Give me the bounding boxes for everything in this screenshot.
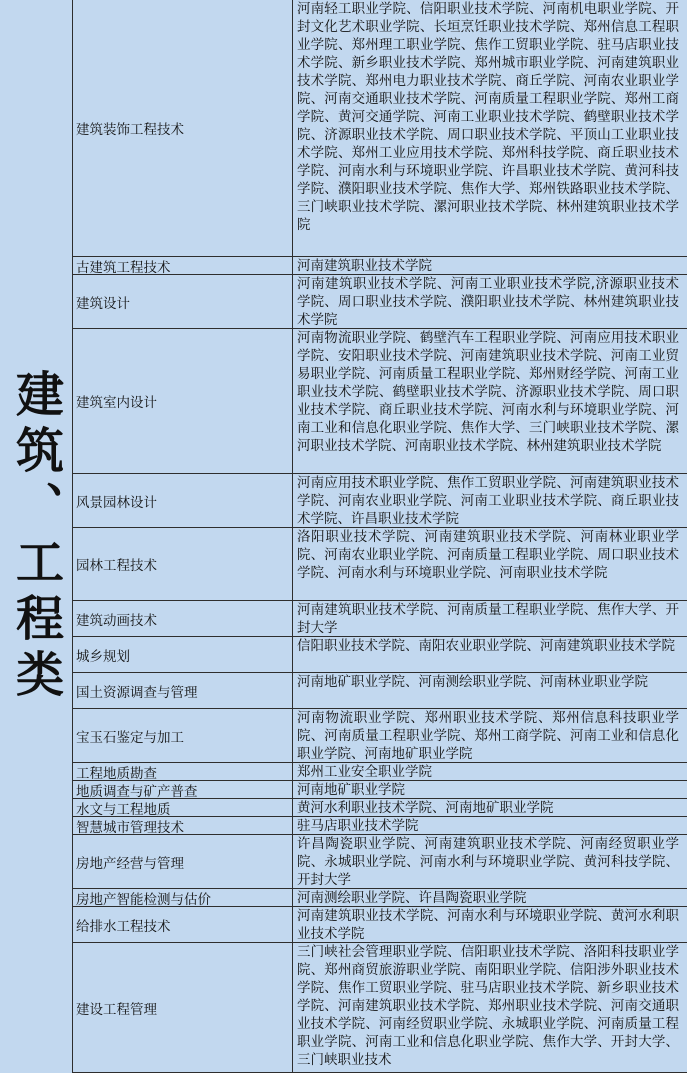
table-row (72, 275, 687, 329)
table-row (72, 474, 687, 528)
major-name: 给排水工程技术 (72, 907, 293, 942)
school-list: 驻马店职业技术学院 (297, 818, 419, 834)
category-cell (0, 0, 72, 1073)
school-list: 黄河水利职业技术学院、河南地矿职业学院 (297, 800, 554, 816)
divider (72, 0, 73, 1073)
major-name: 地质调查与矿产普查 (72, 781, 293, 798)
table-row (72, 781, 687, 799)
table-row (72, 329, 687, 474)
table-row (72, 835, 687, 889)
major-name: 房地产经营与管理 (72, 835, 293, 888)
school-list: 信阳职业技术学院、南阳农业职业学院、河南建筑职业技术学院 (297, 638, 675, 654)
major-name: 古建筑工程技术 (72, 257, 293, 274)
major-name: 建筑装饰工程技术 (72, 0, 293, 256)
major-name: 建筑设计 (72, 275, 293, 328)
major-name: 风景园林设计 (72, 474, 293, 527)
school-list: 河南轻工职业学院、信阳职业技术学院、河南机电职业学院、开封文化艺术职业学院、长垣烹饪职业技术学院、郑州信息工程职业学院、郑州理工职业学院、焦作工贸职业学院、驻马店职业技术学院、新乡职业技术学院、郑州城市职业学院、河南建筑职业技术学院、郑州电力职业技术学院、商丘学院、河南农业职业学院、河南交通职业技术学院、河南质量工程职业学院、郑州工商学院、黄河交通学院、河南工业职业技术学院、鹤壁职业技术学院、济源职业技术学院、周口职业技术学院、平顶山工业职业技术学院、郑州工业应用技术学院、郑州科技学院、商丘职业技术学院、河南水利与环境职业学院、许昌职业技术学院、黄河科技学院、濮阳职业技术学院、焦作大学、郑州铁路职业技术学院、三门峡职业技术学院、漯河职业技术学院、林州建筑职业技术学院 (297, 1, 679, 233)
table-row (72, 673, 687, 709)
table-row (72, 799, 687, 817)
table-row (72, 817, 687, 835)
school-list: 河南建筑职业技术学院、河南工业职业技术学院,济源职业技术学院、周口职业技术学院、濮阳职业技术学院、林州建筑职业技术学院 (297, 276, 679, 328)
major-name: 宝玉石鉴定与加工 (72, 709, 293, 762)
table-row (72, 889, 687, 907)
school-list: 河南物流职业学院、鹤壁汽车工程职业学院、河南应用技术职业学院、安阳职业技术学院、河南建筑职业技术学院、河南工业贸易职业学院、河南质量工程职业学院、郑州财经学院、河南工业职业技术学院、鹤壁职业技术学院、济源职业技术学院、周口职业技术学院、商丘职业技术学院、河南水利与环境职业学院、河南工业和信息化职业学院、焦作大学、三门峡职业技术学院、漯河职业技术学院、河南职业技术学院、林州建筑职业技术学院 (297, 330, 679, 454)
school-list: 河南物流职业学院、郑州职业技术学院、郑州信息科技职业学院、河南质量工程职业学院、郑州工商学院、河南工业和信息化职业学院、河南地矿职业学院 (297, 710, 679, 762)
major-name: 城乡规划 (72, 637, 293, 672)
major-name: 建设工程管理 (72, 943, 293, 1072)
school-list: 河南测绘职业学院、许昌陶瓷职业学院 (297, 890, 527, 906)
school-list: 郑州工业安全职业学院 (297, 764, 432, 780)
table-row (72, 601, 687, 637)
major-name: 智慧城市管理技术 (72, 817, 293, 834)
major-name: 房地产智能检测与估价 (72, 889, 293, 906)
school-list: 河南建筑职业技术学院 (297, 258, 432, 274)
major-name: 园林工程技术 (72, 528, 293, 600)
table-row (72, 709, 687, 763)
school-list: 洛阳职业技术学院、河南建筑职业技术学院、河南林业职业学院、河南农业职业学院、河南质量工程职业学院、周口职业技术学院、河南水利与环境职业学院、河南职业技术学院 (297, 529, 679, 581)
major-name: 水文与工程地质 (72, 799, 293, 816)
major-name: 建筑动画技术 (72, 601, 293, 636)
table-row (72, 907, 687, 943)
table-row (72, 943, 687, 1073)
school-list: 河南应用技术职业学院、焦作工贸职业学院、河南建筑职业技术学院、河南农业职业学院、河南工业职业技术学院、商丘职业技术学院、许昌职业技术学院 (297, 475, 679, 527)
table-rows (72, 0, 687, 1073)
major-name: 建筑室内设计 (72, 329, 293, 473)
table-row (72, 528, 687, 601)
school-list: 河南地矿职业学院、河南测绘职业学院、河南林业职业学院 (297, 674, 648, 690)
school-list: 河南建筑职业技术学院、河南水利与环境职业学院、黄河水利职业技术学院 (297, 908, 679, 942)
school-list: 河南地矿职业学院 (297, 782, 405, 798)
table-row (72, 637, 687, 673)
major-name: 国土资源调查与管理 (72, 673, 293, 708)
school-list: 许昌陶瓷职业学院、河南建筑职业技术学院、河南经贸职业学院、永城职业学院、河南水利与环境职业学院、黄河科技学院、开封大学 (297, 836, 679, 888)
table-row (72, 763, 687, 781)
major-name: 工程地质勘查 (72, 763, 293, 780)
table-row (72, 257, 687, 275)
table-row (72, 0, 687, 257)
school-list: 三门峡社会管理职业学院、信阳职业技术学院、洛阳科技职业学院、郑州商贸旅游职业学院、南阳职业学院、信阳涉外职业技术学院、焦作工贸职业学院、驻马店职业技术学院、新乡职业技术学院、河南建筑职业技术学院、郑州职业技术学院、河南交通职业技术学院、河南经贸职业学院、永城职业学院、河南质量工程职业学院、河南工业和信息化职业学院、焦作大学、开封大学、三门峡职业技术 (297, 944, 679, 1068)
school-list: 河南建筑职业技术学院、河南质量工程职业学院、焦作大学、开封大学 (297, 602, 679, 636)
category-label: 建筑、工程类 (7, 368, 64, 705)
